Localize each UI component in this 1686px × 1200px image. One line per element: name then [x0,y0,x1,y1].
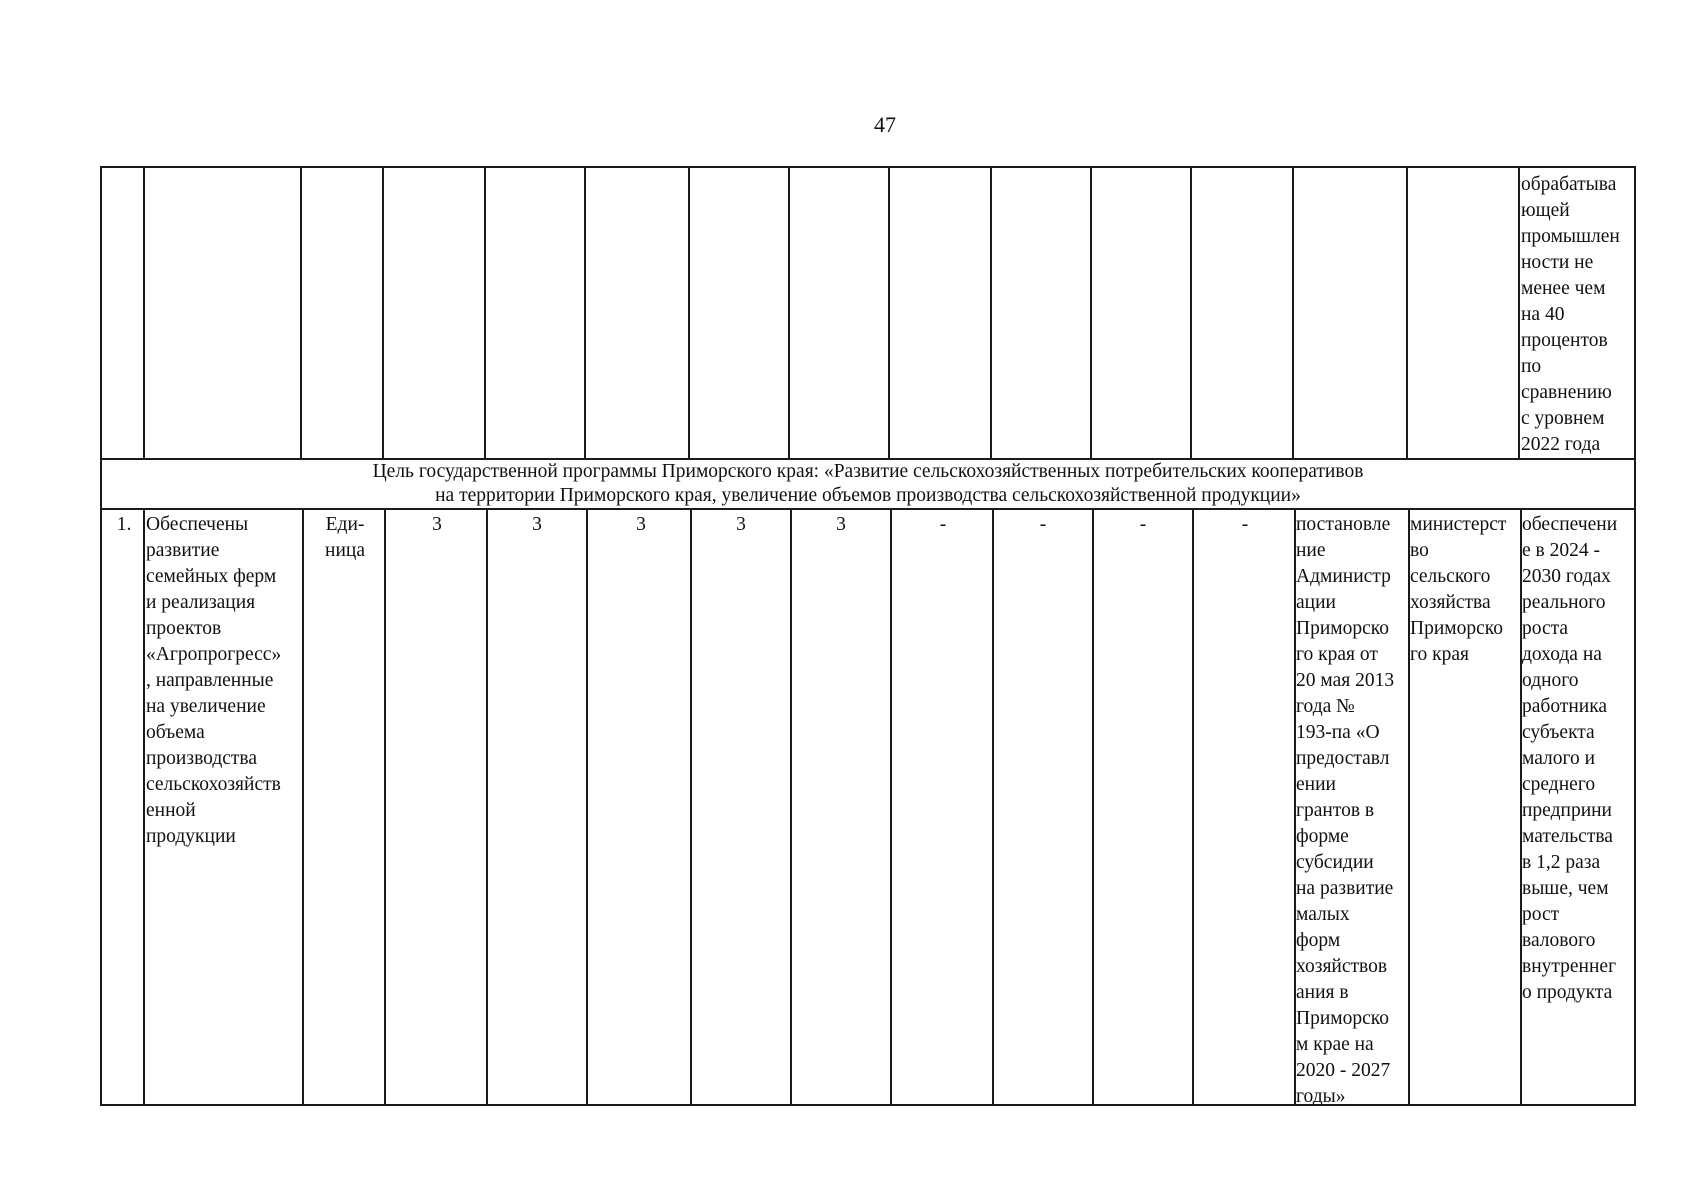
goal-text: Цель государственной программы Приморского края: «Развитие сельскохозяйственных потребительских кооперативов на территории Приморского края, увеличение объемов производства сельскохозяйственной продукции» [372,461,1364,506]
col-divider [1292,168,1294,458]
col-divider [384,508,386,1104]
value-cell: - [1139,514,1147,535]
value-cell: - [1241,514,1249,535]
col-divider [382,168,384,458]
col-divider [890,508,892,1104]
col-divider [1406,168,1408,458]
unit-cell: Еди- ница [325,514,365,561]
col-divider [888,168,890,458]
expected-result-cell: обеспечени е в 2024 - 2030 годах реального роста дохода на одного работника субъекта малого и среднего предприни мательства в 1,2 раза выше, чем рост валового внутреннег о продукта [1522,514,1618,1003]
col-divider [788,168,790,458]
indicators-table [100,166,1636,1106]
col-divider [484,168,486,458]
col-divider [1092,508,1094,1104]
col-divider [586,508,588,1104]
row-divider-goal [102,508,1634,510]
col-divider [143,508,145,1104]
col-divider [990,168,992,458]
col-divider [992,508,994,1104]
col-divider [1192,508,1194,1104]
indicator-name-cell: Обеспечены развитие семейных ферм и реализация проектов «Агропрогресс» , направленные на увеличение объема производства сельскохозяйств енной продукции [146,514,282,847]
col-divider [143,168,145,458]
row-number-cell: 1. [116,514,132,535]
page-number: 47 [874,112,896,137]
value-cell: 3 [736,514,746,535]
col-divider [1518,168,1520,458]
col-divider [688,168,690,458]
legal-document-cell: постановле ние Администр ации Приморско го края от 20 мая 2013 года № 193-па «О предоставл ении грантов в форме субсидии на развитие малых форм хозяйствов ания в Приморско м крае на 2020 - 2027 годы» [1296,514,1395,1107]
col-divider [300,168,302,458]
col-divider [1190,168,1192,458]
value-cell: 3 [636,514,646,535]
responsible-executor-cell: министерст во сельского хозяйства Приморско го края [1410,514,1507,665]
value-cell: - [1039,514,1047,535]
value-cell: 3 [432,514,442,535]
col-divider [584,168,586,458]
col-divider [1090,168,1092,458]
col-divider [690,508,692,1104]
value-cell: 3 [836,514,846,535]
value-cell: - [939,514,947,535]
value-cell: 3 [532,514,542,535]
col-divider [486,508,488,1104]
continuation-result-cell: обрабатыва ющей промышлен ности не менее чем на 40 процентов по сравнению с уровнем 2022 года [1521,174,1620,455]
col-divider [790,508,792,1104]
